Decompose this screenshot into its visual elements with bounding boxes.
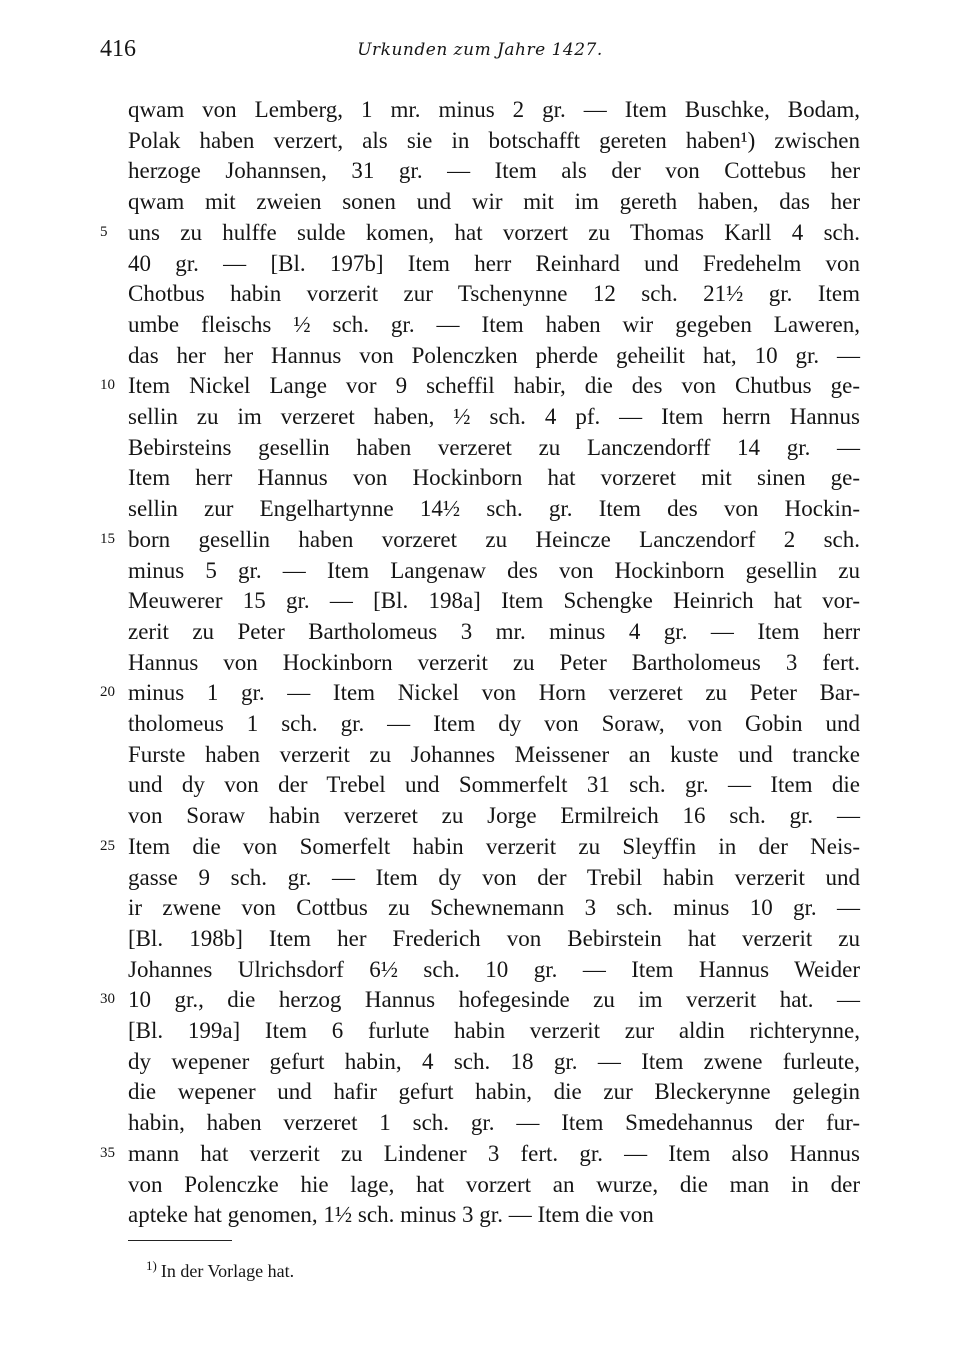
text-line: ir zwene von Cottbus zu Schewnemann 3 sch. minus 10 gr. — [128,895,860,920]
line-number: 30 [100,991,115,1007]
line-number: 10 [100,377,115,393]
text-line: 40 gr. — [Bl. 197b] Item herr Reinhard und Fredehelm von [128,251,860,276]
footnote-text: In der Vorlage hat. [160,1261,295,1281]
running-head: Urkunden zum Jahre 1427. [357,40,603,60]
page-number: 416 [100,36,136,62]
text-line: habin, haben verzeret 1 sch. gr. — Item Smedehannus der fur- [128,1110,860,1135]
text-line: tholomeus 1 sch. gr. — Item dy von Soraw, von Gobin und [128,711,860,736]
text-line: und dy von der Trebel und Sommerfelt 31 sch. gr. — Item die [128,772,860,797]
text-line: apteke hat genomen, 1½ sch. minus 3 gr. — Item die von [128,1202,654,1227]
line-number: 15 [100,531,115,547]
text-line: Item die von Somerfelt habin verzerit zu Sleyffin in der Neis- [128,834,860,859]
text-line: mann hat verzerit zu Lindener 3 fert. gr. — Item also Hannus [128,1141,860,1166]
text-line: sellin zur Engelhartynne 14½ sch. gr. Item des von Hockin- [128,496,860,521]
text-line: [Bl. 199a] Item 6 furlute habin verzerit zur aldin richterynne, [128,1018,860,1043]
text-line: Item herr Hannus von Hockinborn hat vorzeret mit sinen ge- [128,465,860,490]
footnote [146,1253,294,1284]
text-line: umbe fleischs ½ sch. gr. — Item haben wir gegeben Laweren, [128,312,860,337]
text-line: 10 gr., die herzog Hannus hofegesinde zu im verzerit hat. — [128,987,860,1012]
footnote-mark: 1) [146,1258,157,1273]
text-line: Furste haben verzerit zu Johannes Meissener an kuste und trancke [128,742,860,767]
text-line: qwam von Lemberg, 1 mr. minus 2 gr. — Item Buschke, Bodam, [128,97,860,122]
text-line: Meuwerer 15 gr. — [Bl. 198a] Item Schengke Heinrich hat vor- [128,588,860,613]
text-line: dy wepener gefurt habin, 4 sch. 18 gr. — Item zwene furleute, [128,1049,860,1074]
text-line: uns zu hulffe sulde komen, hat vorzert zu Thomas Karll 4 sch. [128,220,860,245]
text-line: herzoge Johannsen, 31 gr. — Item als der von Cottebus her [128,158,860,183]
page-header [100,36,860,76]
text-line: sellin zu im verzeret haben, ½ sch. 4 pf. — Item herrn Hannus [128,404,860,429]
text-line: [Bl. 198b] Item her Frederich von Bebirstein hat verzerit zu [128,926,860,951]
line-number: 20 [100,684,115,700]
line-number: 5 [100,224,108,240]
text-line: born gesellin haben vorzeret zu Heincze Lanczendorf 2 sch. [128,527,860,552]
text-line: gasse 9 sch. gr. — Item dy von der Trebil habin verzerit und [128,865,860,890]
text-line: von Soraw habin verzeret zu Jorge Ermilreich 16 sch. gr. — [128,803,860,828]
text-line: Chotbus habin vorzerit zur Tschenynne 12 sch. 21½ gr. Item [128,281,860,306]
text-line: minus 5 gr. — Item Langenaw des von Hockinborn gesellin zu [128,558,860,583]
text-line: qwam mit zweien sonen und wir mit im gereth haben, das her [128,189,860,214]
text-line: minus 1 gr. — Item Nickel von Horn verzeret zu Peter Bar- [128,680,860,705]
text-line: das her her Hannus von Polenczken pherde geheilit hat, 10 gr. — [128,343,860,368]
text-line: Polak haben verzert, als sie in botschafft gereten haben¹) zwischen [128,128,860,153]
text-line: zerit zu Peter Bartholomeus 3 mr. minus 4 gr. — Item herr [128,619,860,644]
text-line: Hannus von Hockinborn verzerit zu Peter Bartholomeus 3 fert. [128,650,860,675]
text-line: von Polenczke hie lage, hat vorzert an wurze, die man in der [128,1172,860,1197]
text-line: Johannes Ulrichsdorf 6½ sch. 10 gr. — Item Hannus Weider [128,957,860,982]
text-line: Item Nickel Lange vor 9 scheffil habir, die des von Chutbus ge- [128,373,860,398]
footnote-rule [128,1240,232,1241]
text-line: Bebirsteins gesellin haben verzeret zu Lanczendorff 14 gr. — [128,435,860,460]
line-number: 25 [100,838,115,854]
line-number: 35 [100,1145,115,1161]
text-line: die wepener und hafir gefurt habin, die zur Bleckerynne gelegin [128,1079,860,1104]
